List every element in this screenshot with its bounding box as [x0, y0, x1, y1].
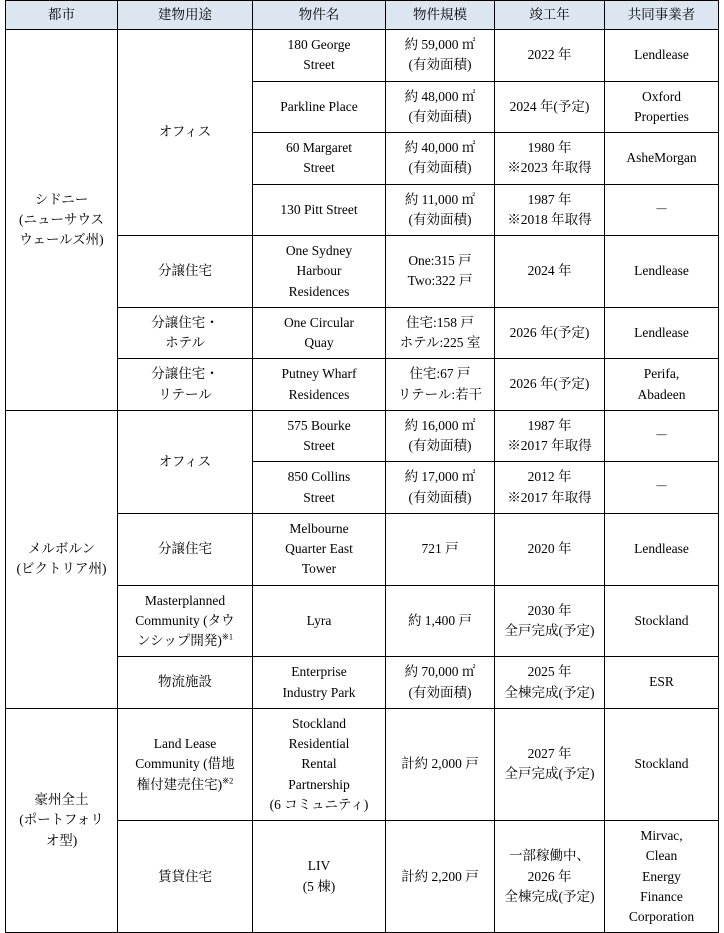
- building-use-cell: Masterplanned Community (タウ ンシップ開発)$^{※1}$: [118, 585, 253, 657]
- joint-partner-cell: －: [605, 184, 719, 236]
- property-scale-cell: 約 11,000 ㎡ (有効面積): [386, 184, 495, 236]
- joint-partner-cell: Oxford Properties: [605, 81, 719, 133]
- joint-partner-cell: Lendlease: [605, 236, 719, 308]
- joint-partner-cell: AsheMorgan: [605, 133, 719, 185]
- property-name-cell: 180 George Street: [253, 30, 386, 82]
- completion-year-cell: 2025 年 全棟完成(予定): [495, 657, 605, 709]
- completion-year-cell: 1987 年 ※2018 年取得: [495, 184, 605, 236]
- column-header-1: 建物用途: [118, 1, 253, 30]
- property-scale-cell: 約 70,000 ㎡ (有効面積): [386, 657, 495, 709]
- completion-year-cell: 一部稼働中、 2026 年 全棟完成(予定): [495, 821, 605, 933]
- completion-year-cell: 2026 年(予定): [495, 307, 605, 359]
- completion-year-cell: 2027 年 全戸完成(予定): [495, 708, 605, 820]
- property-name-cell: One Circular Quay: [253, 307, 386, 359]
- city-cell: メルボルン (ビクトリア州): [6, 410, 118, 708]
- property-name-cell: 575 Bourke Street: [253, 410, 386, 462]
- building-use-cell: 分譲住宅・ リテール: [118, 359, 253, 411]
- joint-partner-cell: ESR: [605, 657, 719, 709]
- property-scale-cell: 住宅:158 戸 ホテル:225 室: [386, 307, 495, 359]
- table-body: [6, 30, 719, 933]
- property-name-cell: Parkline Place: [253, 81, 386, 133]
- joint-partner-cell: －: [605, 462, 719, 514]
- table-row: [6, 410, 719, 462]
- joint-partner-cell: Mirvac, Clean Energy Finance Corporation: [605, 821, 719, 933]
- city-cell: シドニー (ニューサウス ウェールズ州): [6, 30, 118, 411]
- building-use-cell: 物流施設: [118, 657, 253, 709]
- building-use-cell: オフィス: [118, 30, 253, 236]
- property-scale-cell: 721 戸: [386, 513, 495, 585]
- completion-year-cell: 1987 年 ※2017 年取得: [495, 410, 605, 462]
- completion-year-cell: 2024 年: [495, 236, 605, 308]
- property-name-cell: Putney Wharf Residences: [253, 359, 386, 411]
- property-name-cell: LIV (5 棟): [253, 821, 386, 933]
- completion-year-cell: 1980 年 ※2023 年取得: [495, 133, 605, 185]
- property-name-cell: 60 Margaret Street: [253, 133, 386, 185]
- completion-year-cell: 2024 年(予定): [495, 81, 605, 133]
- property-name-cell: Enterprise Industry Park: [253, 657, 386, 709]
- building-use-cell: 分譲住宅・ ホテル: [118, 307, 253, 359]
- column-header-2: 物件名: [253, 1, 386, 30]
- property-name-cell: Melbourne Quarter East Tower: [253, 513, 386, 585]
- column-header-3: 物件規模: [386, 1, 495, 30]
- property-scale-cell: 約 59,000 ㎡ (有効面積): [386, 30, 495, 82]
- property-scale-cell: 約 48,000 ㎡ (有効面積): [386, 81, 495, 133]
- building-use-cell: オフィス: [118, 410, 253, 513]
- property-scale-cell: One:315 戸 Two:322 戸: [386, 236, 495, 308]
- completion-year-cell: 2026 年(予定): [495, 359, 605, 411]
- joint-partner-cell: Lendlease: [605, 513, 719, 585]
- completion-year-cell: 2012 年 ※2017 年取得: [495, 462, 605, 514]
- completion-year-cell: 2022 年: [495, 30, 605, 82]
- table-header: [6, 1, 719, 30]
- header-row: [6, 1, 719, 30]
- column-header-5: 共同事業者: [605, 1, 719, 30]
- property-name-cell: Stockland Residential Rental Partnership (6 コミュニティ): [253, 708, 386, 820]
- property-table: [5, 0, 719, 933]
- table-row: [6, 708, 719, 820]
- property-scale-cell: 約 40,000 ㎡ (有効面積): [386, 133, 495, 185]
- joint-partner-cell: －: [605, 410, 719, 462]
- property-name-cell: One Sydney Harbour Residences: [253, 236, 386, 308]
- city-cell: 豪州全土 (ポートフォリ オ型): [6, 708, 118, 933]
- property-name-cell: Lyra: [253, 585, 386, 657]
- building-use-cell: 賃貸住宅: [118, 821, 253, 933]
- property-scale-cell: 計約 2,200 戸: [386, 821, 495, 933]
- joint-partner-cell: Perifa, Abadeen: [605, 359, 719, 411]
- joint-partner-cell: Stockland: [605, 708, 719, 820]
- completion-year-cell: 2030 年 全戸完成(予定): [495, 585, 605, 657]
- column-header-4: 竣工年: [495, 1, 605, 30]
- footnote-marker: ※2: [222, 776, 234, 785]
- joint-partner-cell: Lendlease: [605, 307, 719, 359]
- table-row: [6, 30, 719, 82]
- building-use-cell: 分譲住宅: [118, 513, 253, 585]
- property-name-cell: 850 Collins Street: [253, 462, 386, 514]
- property-scale-cell: 約 16,000 ㎡ (有効面積): [386, 410, 495, 462]
- property-scale-cell: 約 1,400 戸: [386, 585, 495, 657]
- property-scale-cell: 約 17,000 ㎡ (有効面積): [386, 462, 495, 514]
- building-use-cell: 分譲住宅: [118, 236, 253, 308]
- footnote-marker: ※1: [221, 632, 234, 642]
- column-header-0: 都市: [6, 1, 118, 30]
- property-scale-cell: 計約 2,000 戸: [386, 708, 495, 820]
- joint-partner-cell: Lendlease: [605, 30, 719, 82]
- property-scale-cell: 住宅:67 戸 リテール:若干: [386, 359, 495, 411]
- joint-partner-cell: Stockland: [605, 585, 719, 657]
- property-name-cell: 130 Pitt Street: [253, 184, 386, 236]
- completion-year-cell: 2020 年: [495, 513, 605, 585]
- building-use-cell: Land Lease Community (借地 権付建売住宅)$^{※2}$: [118, 708, 253, 820]
